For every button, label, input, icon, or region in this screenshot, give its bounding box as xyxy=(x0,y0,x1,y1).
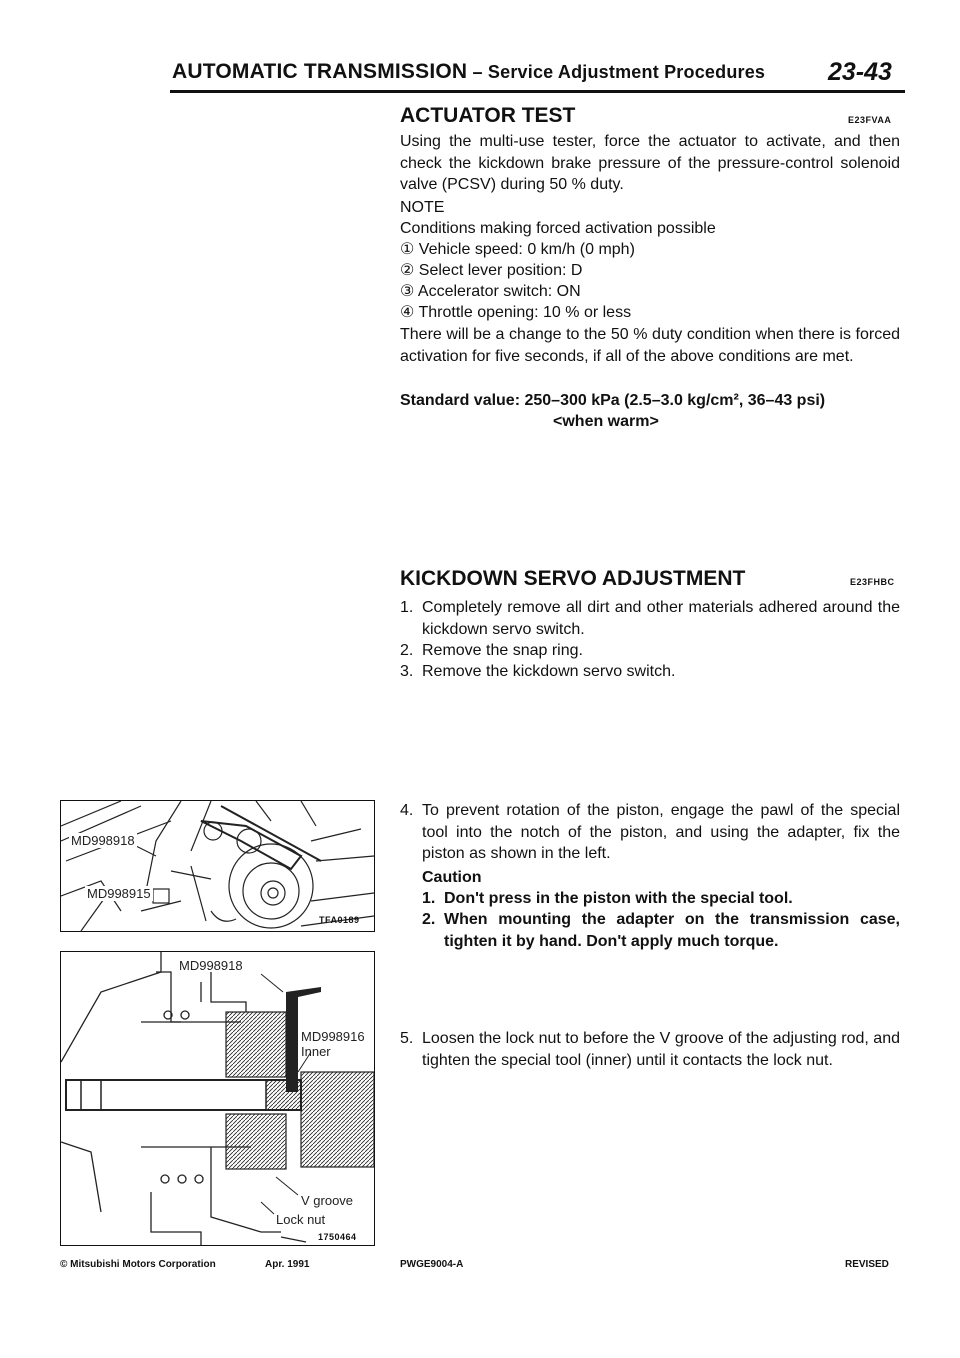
header-sub: – Service Adjustment Procedures xyxy=(467,62,766,82)
actuator-test-heading: ACTUATOR TEST xyxy=(400,104,576,127)
kickdown-heading: KICKDOWN SERVO ADJUSTMENT xyxy=(400,567,746,590)
header-rule xyxy=(170,90,905,93)
figure-kickdown-servo-tool xyxy=(60,800,375,932)
caution-number: 1. xyxy=(422,890,436,907)
step-number: 3. xyxy=(400,663,414,680)
step-number: 4. xyxy=(400,802,414,819)
condition-1: ① Vehicle speed: 0 km/h (0 mph) xyxy=(400,241,635,258)
note-intro: Conditions making forced activation possible xyxy=(400,220,716,237)
change-text: There will be a change to the 50 % duty condition when there is forced activation for five seconds, if all of the above conditions are met. xyxy=(400,326,900,365)
footer-status: REVISED xyxy=(845,1259,889,1270)
figure-lock-nut-adjustment xyxy=(60,951,375,1246)
step-3 xyxy=(400,661,900,683)
footer-doc-code: PWGE9004-A xyxy=(400,1259,464,1270)
figure-2-label-inner-code: MD998916 xyxy=(301,1029,365,1044)
step-text: Remove the snap ring. xyxy=(422,642,583,659)
footer-date: Apr. 1991 xyxy=(265,1259,310,1270)
page-number: 23-43 xyxy=(828,58,892,86)
step-number: 2. xyxy=(400,642,414,659)
standard-value-condition: <when warm> xyxy=(553,413,659,430)
figure-2-label-locknut: Lock nut xyxy=(276,1212,326,1227)
step-text: Loosen the lock nut to before the V groove of the adjusting rod, and tighten the special tool (inner) until it contacts the lock nut. xyxy=(422,1030,900,1069)
kickdown-code: E23FHBC xyxy=(850,577,895,587)
caution-2 xyxy=(422,909,900,952)
caution-text: Don't press in the piston with the special tool. xyxy=(444,890,793,907)
figure-2-label-top: MD998918 xyxy=(179,958,243,973)
step-5 xyxy=(400,1028,900,1071)
caution-text: When mounting the adapter on the transmission case, tighten it by hand. Don't apply much torque. xyxy=(444,911,900,950)
condition-2: ② Select lever position: D xyxy=(400,262,583,279)
figure-2-code: 1750464 xyxy=(318,1232,357,1242)
standard-value: Standard value: 250–300 kPa (2.5–3.0 kg/cm², 36–43 psi) xyxy=(400,392,826,409)
note-label: NOTE xyxy=(400,199,445,216)
condition-3: ③ Accelerator switch: ON xyxy=(400,283,581,300)
footer-copyright: © Mitsubishi Motors Corporation xyxy=(60,1259,216,1270)
actuator-test-code: E23FVAA xyxy=(848,115,892,125)
step-text: Completely remove all dirt and other materials adhered around the kickdown servo switch. xyxy=(422,599,900,638)
figure-2-label-vgroove: V groove xyxy=(301,1193,354,1208)
condition-4: ④ Throttle opening: 10 % or less xyxy=(400,304,632,321)
header-main: AUTOMATIC TRANSMISSION xyxy=(172,60,468,83)
figure-1-label-b: MD998915 xyxy=(87,886,151,901)
step-number: 1. xyxy=(400,599,414,616)
caution-label: Caution xyxy=(422,869,482,886)
step-2 xyxy=(400,640,900,662)
step-text: Remove the kickdown servo switch. xyxy=(422,663,676,680)
figure-1-code: TFA0189 xyxy=(319,915,360,925)
step-number: 5. xyxy=(400,1030,414,1047)
figure-1-label-a: MD998918 xyxy=(71,833,135,848)
caution-1 xyxy=(422,888,900,910)
caution-number: 2. xyxy=(422,911,436,928)
figure-2-label-inner: Inner xyxy=(301,1044,331,1059)
page-header-title xyxy=(172,60,765,84)
actuator-intro: Using the multi-use tester, force the actuator to activate, and then check the kickdown brake pressure of the pressure-control solenoid valve (PCSV) during 50 % duty. xyxy=(400,133,900,193)
figure-1-illustration xyxy=(61,801,374,931)
step-1 xyxy=(400,597,900,640)
step-4 xyxy=(400,800,900,865)
step-text: To prevent rotation of the piston, engage the pawl of the special tool into the notch of the piston, and using the adapter, fix the piston as shown in the left. xyxy=(422,802,900,862)
